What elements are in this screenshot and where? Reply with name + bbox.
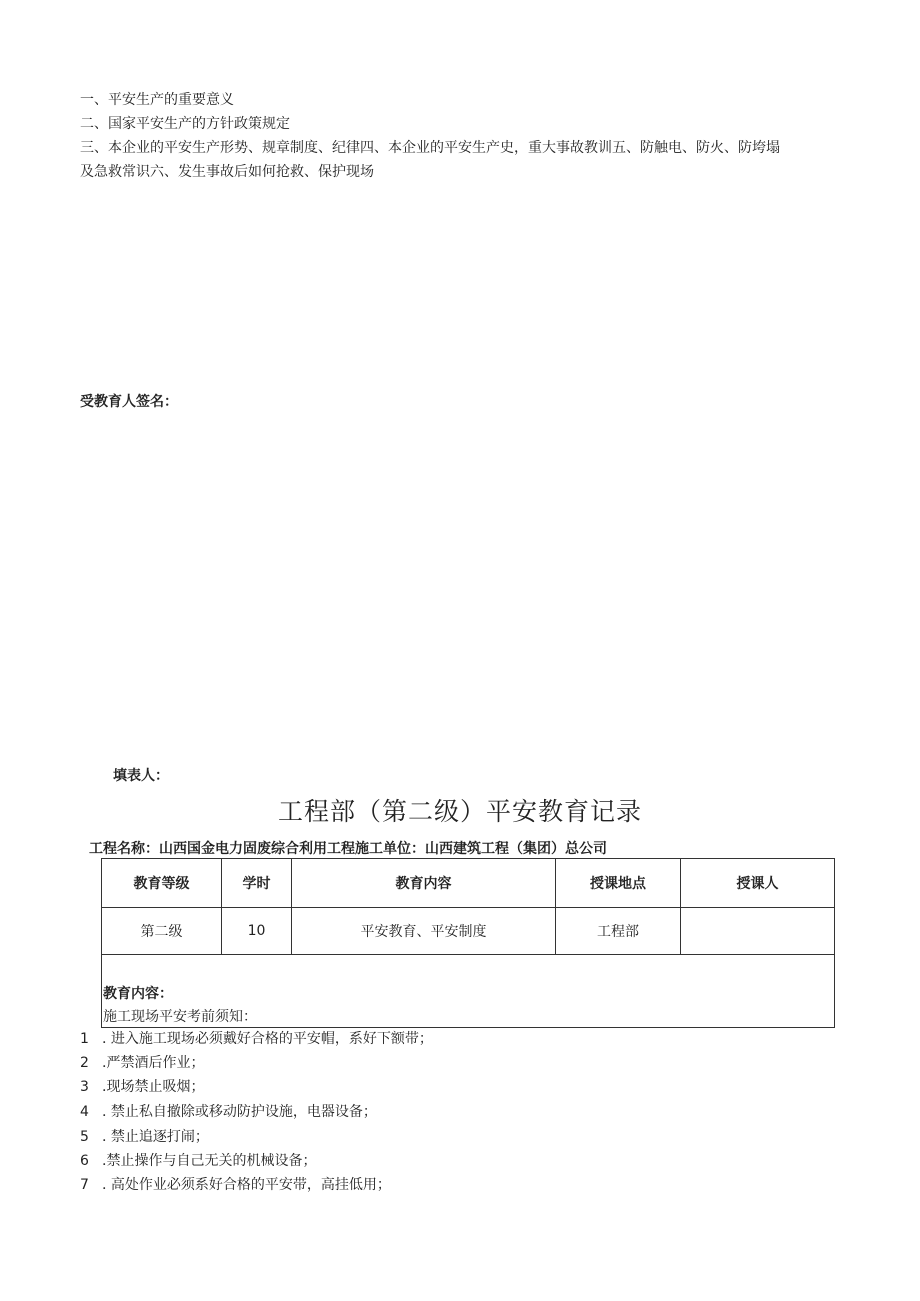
content-subtitle: 施工现场平安考前须知： xyxy=(103,1009,257,1025)
cell-location: 工程部 xyxy=(556,908,681,955)
cell-hours: 10 xyxy=(222,908,292,955)
intro-line-2: 二、国家平安生产的方针政策规定 xyxy=(80,116,290,132)
intro-line-4: 及急救常识六、发生事故后如何抢救、保护现场 xyxy=(80,164,374,180)
table-row xyxy=(102,908,835,955)
rule-number: 4 xyxy=(80,1104,89,1120)
rule-item xyxy=(80,1075,204,1099)
record-title: 工程部（第二级）平安教育记录 xyxy=(277,797,642,826)
header-instructor: 授课人 xyxy=(681,859,835,908)
rule-item xyxy=(80,1051,204,1075)
rule-number: 7 xyxy=(80,1177,89,1193)
rule-text: . 进入施工现场必须戴好合格的平安帽，系好下额带； xyxy=(102,1031,433,1047)
project-line: 工程名称：山西国金电力固废综合利用工程施工单位：山西建筑工程（集团）总公司 xyxy=(89,841,607,857)
rule-text: . 高处作业必须系好合格的平安带，高挂低用； xyxy=(102,1177,391,1193)
rule-item xyxy=(80,1100,377,1124)
rule-text: . 禁止私自撤除或移动防护设施，电器设备； xyxy=(102,1104,377,1120)
table-header-row xyxy=(102,859,835,908)
rule-text: .严禁酒后作业； xyxy=(102,1055,205,1071)
header-education-content: 教育内容 xyxy=(292,859,556,908)
intro-line-1: 一、平安生产的重要意义 xyxy=(80,92,234,108)
rule-text: .禁止操作与自己无关的机械设备； xyxy=(102,1153,317,1169)
rule-item xyxy=(80,1125,209,1149)
rule-number: 6 xyxy=(80,1153,89,1169)
rule-number: 2 xyxy=(80,1055,89,1071)
rule-item xyxy=(80,1027,433,1051)
rule-text: . 禁止追逐打闹； xyxy=(102,1129,209,1145)
rule-number: 1 xyxy=(80,1031,89,1047)
rule-number: 3 xyxy=(80,1079,89,1095)
cell-education-content: 平安教育、平安制度 xyxy=(292,908,556,955)
rule-item xyxy=(80,1149,316,1173)
header-location: 授课地点 xyxy=(556,859,681,908)
content-label: 教育内容： xyxy=(103,986,173,1002)
rule-number: 5 xyxy=(80,1129,89,1145)
signature-label: 受教育人签名： xyxy=(80,394,178,410)
rule-text: .现场禁止吸烟； xyxy=(102,1079,205,1095)
cell-education-level: 第二级 xyxy=(102,908,222,955)
filler-label: 填表人： xyxy=(113,768,169,784)
header-hours: 学时 xyxy=(222,859,292,908)
education-record-table xyxy=(101,858,835,955)
header-education-level: 教育等级 xyxy=(102,859,222,908)
cell-instructor xyxy=(681,908,835,955)
rule-item xyxy=(80,1173,391,1197)
intro-line-3: 三、本企业的平安生产形势、规章制度、纪律四、本企业的平安生产史，重大事故教训五、防触电、防火、防垮塌 xyxy=(80,140,780,156)
